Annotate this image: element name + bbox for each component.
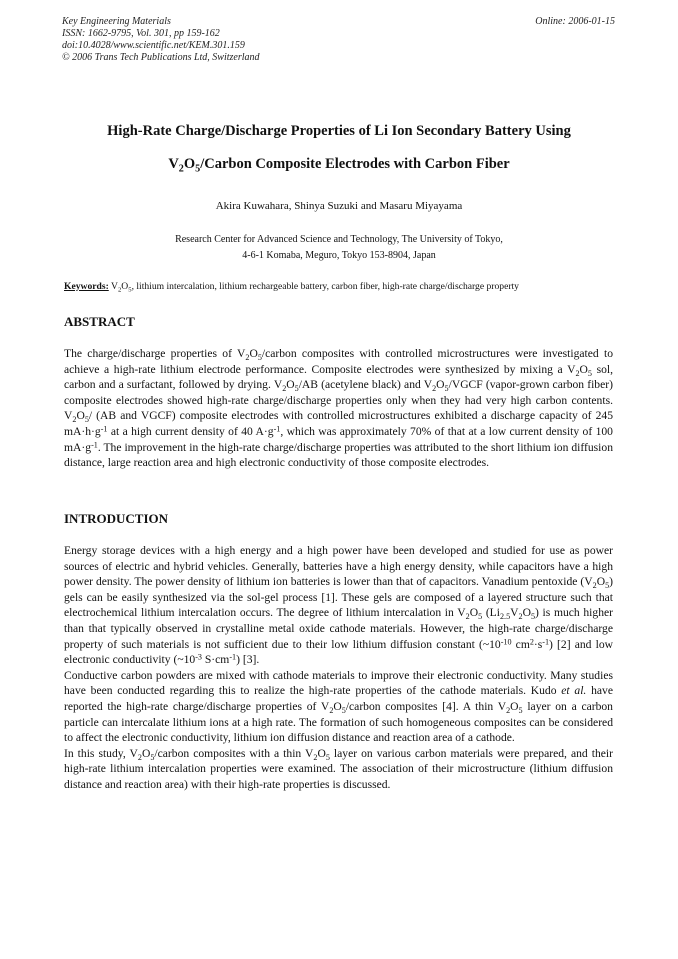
affiliation-line1: Research Center for Advanced Science and Technology, The University of Tokyo, bbox=[175, 234, 503, 245]
keywords bbox=[64, 280, 624, 293]
copyright-line: © 2006 Trans Tech Publications Ltd, Switzerland bbox=[62, 52, 260, 63]
introduction-heading: INTRODUCTION bbox=[64, 511, 169, 526]
online-date: Online: 2006-01-15 bbox=[535, 16, 615, 27]
paper-title-line1: High-Rate Charge/Discharge Properties of Li Ion Secondary Battery Using bbox=[107, 123, 571, 139]
author-list: Akira Kuwahara, Shinya Suzuki and Masaru Miyayama bbox=[215, 200, 463, 212]
affiliation bbox=[40, 232, 638, 264]
paper-title-line2: $V_2O_5$/Carbon Composite Electrodes with Carbon Fiber bbox=[168, 156, 510, 175]
abstract-body bbox=[64, 346, 613, 471]
doi-line[interactable]: doi:10.4028/www.scientific.net/KEM.301.159 bbox=[62, 40, 245, 51]
abstract-heading: ABSTRACT bbox=[64, 314, 135, 329]
journal-header bbox=[62, 16, 260, 64]
abstract-paragraph: The charge/discharge properties of $V_2O_5$/carbon composites with controlled microstructures were investigated to achieve a high-rate lithium electrode performance. Composite electrodes were synthesized by mixing a $V_2O_5$ sol, carbon and a surfactant, followed by drying. $V_2O_5/AB$ (acetylene black) and $V_2O_5$/VGCF (vapor-grown carbon fiber) composite electrodes showed high-rate charge/discharge properties only when they had very high carbon contents. $V_2O_5/$ (AB and VGCF) composite electrodes with controlled microstructures exhibited a discharge capacity of 245 $mA\cdot h\cdot g^{-1}$ at a high current density of 40 $A\cdot g^{-1}$, which was approximately 70% of that at a low current density of 100 $mA\cdot g^{-1}$. The improvement in the high-rate charge/discharge properties was attributed to the short lithium ion diffusion distance, large reaction area and high electronic conductivity of those composite electrodes. bbox=[64, 347, 613, 470]
keywords-label: Keywords: bbox=[64, 281, 109, 292]
keywords-text: $V_2O_5$, lithium intercalation, lithium rechargeable battery, carbon fiber, high-rate charge/discharge property bbox=[111, 281, 519, 294]
issn-line: ISSN: 1662-9795, Vol. 301, pp 159-162 bbox=[62, 28, 220, 39]
intro-paragraph-1: Energy storage devices with a high energy and a high power have been developed and studied for use as power sources of electric and hybrid vehicles. Generally, batteries have a high energy density, while capacitors have a high power density. The power density of lithium ion batteries is lower than that of capacitors. Vanadium pentoxide $(V_2O_5)$ gels can be easily synthesized via the sol-gel process [1]. These gels are composed of a layered structure such that electrochemical lithium intercalation occurs. The degree of lithium intercalation in $V_2O_5$ $(Li_{2.5}V_2O_5)$ is much higher than that typically observed in crystalline metal oxide cathode materials. However, the high-rate charge/discharge property of such materials is not sufficient due to their low lithium diffusion constant ($\sim 10^{-10}$ $cm^2\cdot s^{-1}$) [2] and low electronic conductivity ($\sim 10^{-3}$ $S\cdot cm^{-1}$) [3]. bbox=[64, 544, 613, 667]
intro-paragraph-3: In this study, $V_2O_5$/carbon composites with a thin $V_2O_5$ layer on various carbon materials were prepared, and their high-rate lithium intercalation properties were examined. The association of their microstructure (lithium diffusion distance and reaction area) with their high-rate properties is discussed. bbox=[64, 746, 613, 791]
affiliation-line2: 4-6-1 Komaba, Meguro, Tokyo 153-8904, Japan bbox=[242, 250, 436, 261]
introduction-body bbox=[64, 543, 613, 793]
intro-paragraph-2: Conductive carbon powders are mixed with cathode materials to improve their electronic conductivity. Many studies have been conducted regarding this to realize the high-rate properties of the cathode materials. Kudo et al. have reported the high-rate charge/discharge properties of $V_2O_5$/carbon composites [4]. A thin $V_2O_5$ layer on a carbon particle can intercalate lithium ions at a high rate. The formation of such homogeneous composites can be considered to affect the electronic conductivity, lithium ion diffusion distance and reaction area of a cathode. bbox=[64, 668, 613, 745]
journal-name: Key Engineering Materials bbox=[62, 16, 171, 27]
